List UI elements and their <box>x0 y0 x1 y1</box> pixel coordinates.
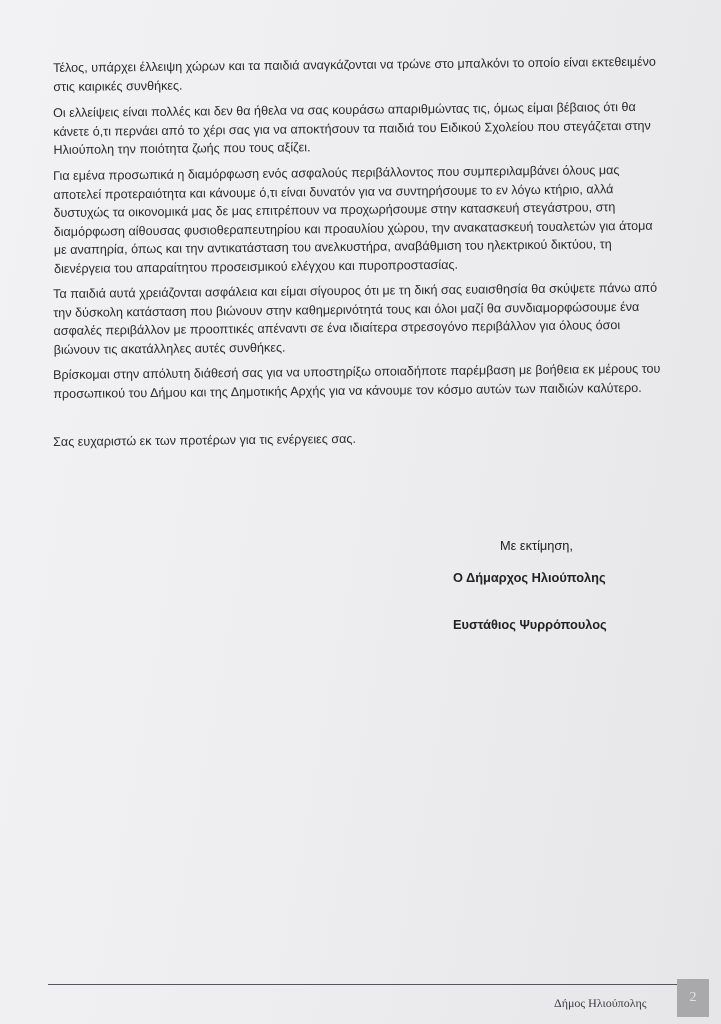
letter-paragraph: Τέλος, υπάρχει έλλειψη χώρων και τα παιδιά αναγκάζονται να τρώνε στο μπαλκόνι το οποίο είναι εκτεθειμένο στις καιρικές συνθήκες. <box>53 54 656 94</box>
page-number: 2 <box>689 990 697 1005</box>
letter-paragraph: Τα παιδιά αυτά χρειάζονται ασφάλεια και είμαι σίγουρος ότι με τη δική σας ευαισθησία θα σκύψετε πάνω από την δύσκολη κατάσταση που βιώνουν στην καθημερινότητά τους και όλοι μαζί θα συνδιαμορφώσουμε ένα ασφαλές περιβάλλον με προοπτικές απέναντι σε ένα ιδιαίτερα στρεσογόνο περιβάλλον για όλους όσοι βιώνουν τις ακατάλληλες αυτές συνθήκες. <box>53 280 658 357</box>
footer-divider <box>48 984 678 985</box>
letter-paragraph: Για εμένα προσωπικά η διαμόρφωση ενός ασφαλούς περιβάλλοντος που συμπεριλαμβάνει όλους μας αποτελεί προτεραιότητα και κάνουμε ό,τι είναι δυνατόν για να συντηρήσουμε το εν λόγω κτήριο, αλλά δυστυχώς τα οικονομικά μας δε μας επιτρέπουν να προχωρήσουμε στην κατασκευή στεγάστρου, στη διαμόρφωση αίθουσας φυσιοθεραπευτηρίου και προαυλίου χώρου, την ανακατασκευή τουαλετών για άτομα με αναπηρία, όπως και την αντικατάσταση του ανελκυστήρα, αναβάθμιση του ηλεκτρικού δικτύου, τη διενέργεια του απαραίτητου προσεισμικού ελέγχου και πυροπροστασίας. <box>53 163 653 276</box>
footer-organization: Δήμος Ηλιούπολης <box>554 996 647 1010</box>
closing-greeting: Με εκτίμηση, <box>500 538 573 553</box>
signer-name: Ευστάθιος Ψυρρόπουλος <box>453 617 607 632</box>
page-number-badge <box>677 979 709 1017</box>
signer-title: Ο Δήμαρχος Ηλιούπολης <box>453 570 606 585</box>
letter-paragraph: Βρίσκομαι στην απόλυτη διάθεσή σας για να υποστηρίξω οποιαδήποτε παρέμβαση με βοήθεια εκ μέρους του προσωπικού του Δήμου και της Δημοτικής Αρχής για να κάνουμε τον κόσμο αυτών των παιδιών καλύτερο. <box>53 361 661 401</box>
letter-paragraph: Οι ελλείψεις είναι πολλές και δεν θα ήθελα να σας κουράσω απαριθμώντας τις, όμως είμαι βέβαιος ότι θα κάνετε ό,τι περνάει από το χέρι σας για να αποκτήσουν τα παιδιά του Ειδικού Σχολείου που στεγάζεται στην Ηλιούπολη την ποιότητα ζωής που τους αξίζει. <box>53 99 651 157</box>
letter-paragraph: Σας ευχαριστώ εκ των προτέρων για τις ενέργειες σας. <box>53 431 357 449</box>
